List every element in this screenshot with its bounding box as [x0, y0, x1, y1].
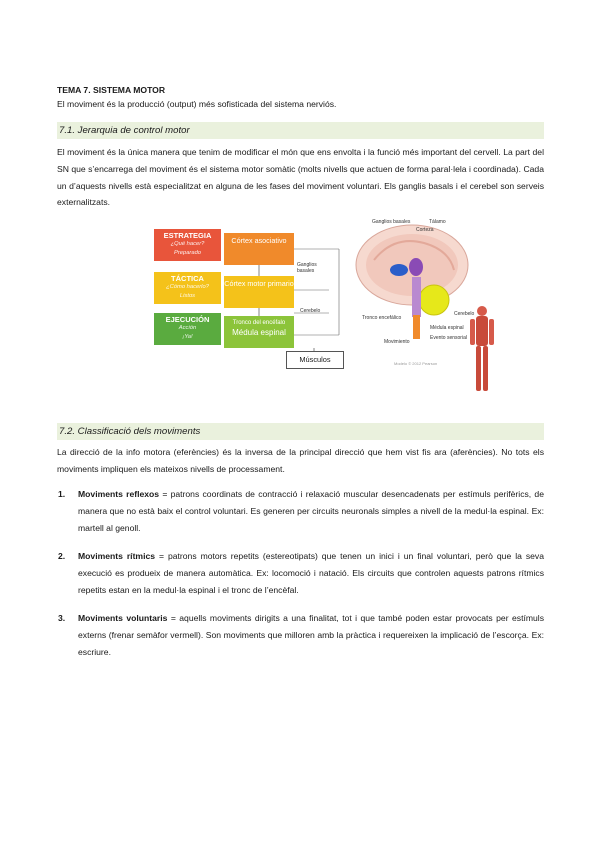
- brainstem-line2: Médula espinal: [232, 328, 286, 337]
- execution-sub2: ¡Ya!: [182, 334, 193, 340]
- brain-illustration: [354, 215, 502, 410]
- tactic-sub2: Listos: [179, 293, 196, 299]
- brainstem-line1: Tronco del encéfalo: [232, 320, 286, 326]
- list-term: Moviments voluntaris: [78, 613, 168, 623]
- strategy-sub2: Preparado: [173, 250, 202, 256]
- strategy-sub1: ¿Qué hacer?: [170, 241, 205, 247]
- section-heading-1: 7.1. Jerarquia de control motor: [57, 122, 544, 139]
- brain-label-ganglia: Ganglios basales: [372, 219, 411, 225]
- cerebellum-label: Cerebelo: [300, 308, 321, 314]
- doc-intro: El moviment és la producció (output) més sofisticada del sistema nerviós.: [57, 99, 337, 109]
- execution-title: EJECUCIÓN: [165, 315, 210, 324]
- section1-paragraph: El moviment és la única manera que tenim de modificar el món que ens envolta i la funció més important del cervell. La part del SN que s’encarrega del moviment és el sistema motor somàtic (molts nivells que actuen de forma paral·lela i coordinada). Cada un d’aquests nivells està especialitzat en alguna de les fases del moviment voluntari. Els ganglis basals i el cerebel son serveis externalitzats.: [57, 147, 544, 208]
- list-term: Moviments reflexos: [78, 489, 160, 499]
- human-body-figure: [470, 306, 494, 391]
- list-text: = patrons coordinats de contracció i relaxació muscular desencadenats per estímuls perifèrics, de manera que no està baix el control voluntari. Es generen per circuits neuronals simples a nivell de la medul·la espinal. Ex: martell al genoll.: [78, 489, 544, 533]
- motor-hierarchy-figure: [154, 215, 502, 410]
- cortex-assoc-box: Córtex asociativo: [224, 233, 294, 265]
- tactic-title: TÁCTICA: [171, 274, 204, 283]
- brain-label-cortex: Corteza: [416, 227, 434, 233]
- ganglia-label: Ganglios basales: [297, 262, 317, 274]
- list-number: 3.: [58, 613, 66, 623]
- brain-label-event: Evento sensorial: [430, 335, 467, 341]
- strategy-title: ESTRATEGIA: [163, 231, 212, 240]
- list-term: Moviments rítmics: [78, 551, 156, 561]
- list-number: 1.: [58, 489, 66, 499]
- doc-title: TEMA 7. SISTEMA MOTOR: [57, 85, 166, 95]
- brain-label-movement: Movimiento: [384, 339, 410, 345]
- list-body: [78, 548, 544, 598]
- brain-credit: Modelo © 2012 Pearson: [394, 361, 438, 366]
- brain-label-spinal: Médula espinal: [430, 325, 464, 331]
- tactic-sub1: ¿Cómo hacerlo?: [166, 284, 209, 290]
- brain-label-thalamus: Tálamo: [429, 219, 446, 225]
- list-body: [78, 486, 544, 536]
- cortex-motor-box: Córtex motor primario: [224, 276, 294, 308]
- flow-connectors: [154, 215, 354, 375]
- section-heading-2: 7.2. Classificació dels moviments: [57, 423, 544, 440]
- muscles-box: Músculos: [286, 351, 344, 369]
- execution-sub1: Acción: [178, 325, 197, 331]
- list-text: = aquells moviments dirigits a una finalitat, tot i que també poden estar provocats per estímuls externs (frenar semàfor vermell). Son moviments que milloren amb la pràctica i requereixen la implicació de l’escorça. Ex: escriure.: [78, 613, 544, 657]
- list-text: = patrons motors repetits (estereotipats) que tenen un inici i un final voluntari, però que la seva execució es produeix de manera automàtica. Ex: locomoció i natació. Els circuits que controlen aquests patrons rítmics repetits estan en la medul·la espinal i el tronc de l’encèfal.: [78, 551, 544, 595]
- section2-paragraph: La direcció de la info motora (eferències) és la inversa de la principal direcció que hem vist fis ara (aferències). No tots els moviments impliquen els mateixos nivells de processament.: [57, 447, 544, 474]
- brain-label-cerebellum: Cerebelo: [454, 311, 475, 317]
- list-number: 2.: [58, 551, 66, 561]
- list-body: [78, 610, 544, 660]
- brain-label-brainstem: Tronco encefálico: [362, 315, 402, 321]
